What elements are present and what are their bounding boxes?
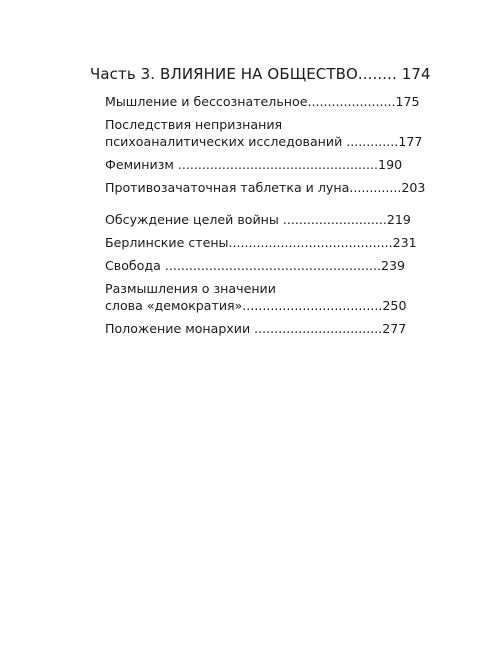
toc-entry-line: Свобода ......................................................239 (105, 258, 406, 273)
toc-entry-line: Мышление и бессознательное......................175 (105, 94, 420, 109)
toc-entry (105, 234, 417, 251)
toc-entry (105, 179, 426, 196)
part-heading: Часть 3. ВЛИЯНИЕ НА ОБЩЕСТВО........ 174 (90, 65, 431, 83)
table-of-contents (105, 93, 426, 337)
toc-entry-line: Положение монархии ................................277 (105, 321, 407, 336)
toc-entry (105, 280, 407, 314)
toc-entry-line: Противозачаточная таблетка и луна.............203 (105, 180, 426, 195)
toc-entry-line: Берлинские стены.........................................231 (105, 235, 417, 250)
toc-entry (105, 211, 411, 228)
toc-entry (105, 257, 406, 274)
toc-entry (105, 156, 403, 173)
toc-entry-line: Обсуждение целей войны ..........................219 (105, 212, 411, 227)
toc-entry (105, 320, 407, 337)
toc-entry (105, 93, 420, 110)
toc-entry (105, 116, 423, 150)
toc-entry-line: психоаналитических исследований .............177 (105, 134, 423, 149)
toc-entry-line: Последствия непризнания (105, 117, 283, 132)
toc-entry-line: Размышления о значении (105, 281, 276, 296)
toc-entry-line: Феминизм ..................................................190 (105, 157, 403, 172)
toc-entry-line: слова «демократия»...................................250 (105, 298, 407, 313)
